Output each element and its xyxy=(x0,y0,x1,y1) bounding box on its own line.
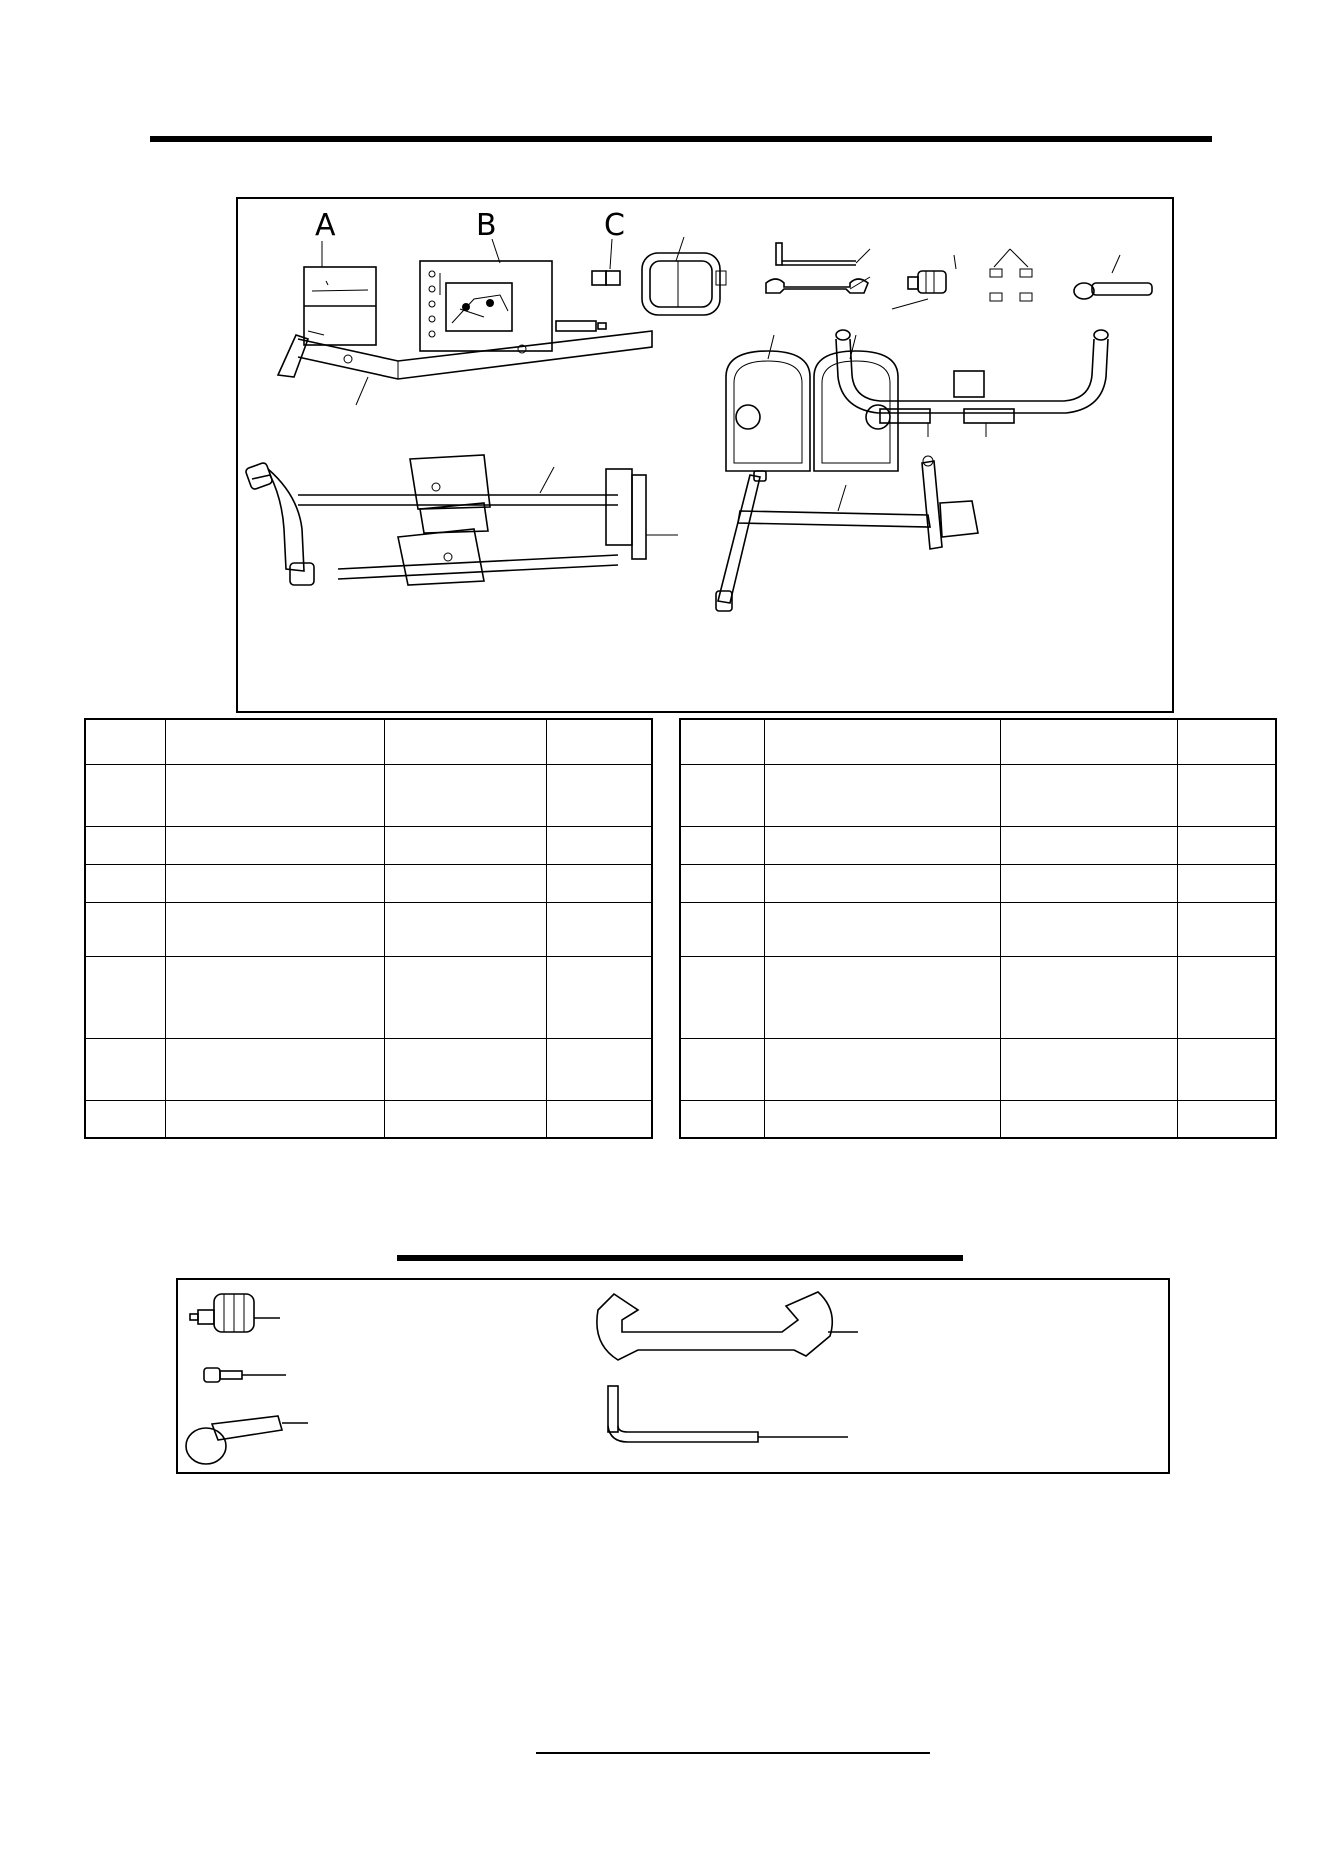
table-cell xyxy=(166,719,385,764)
table-cell xyxy=(680,719,765,764)
hardware-box xyxy=(176,1278,1170,1474)
console-icon xyxy=(420,239,552,351)
table-cell xyxy=(1001,956,1178,1038)
table-cell xyxy=(680,902,765,956)
table-cell xyxy=(1178,764,1276,826)
knob-icon xyxy=(908,255,956,293)
pin-icon xyxy=(1074,255,1152,299)
table-row xyxy=(680,1100,1276,1138)
table-row xyxy=(85,1100,652,1138)
table-cell xyxy=(1178,719,1276,764)
table-row xyxy=(680,956,1276,1038)
table-cell xyxy=(1001,1100,1178,1138)
hardware-drawing xyxy=(178,1280,1168,1472)
table-cell xyxy=(765,902,1001,956)
table-row xyxy=(85,764,652,826)
battery-icon xyxy=(592,239,620,285)
table-cell xyxy=(547,864,652,902)
table-row xyxy=(680,1038,1276,1100)
table-cell xyxy=(1178,864,1276,902)
table-cell xyxy=(1001,826,1178,864)
table-row xyxy=(85,719,652,764)
table-cell xyxy=(1178,826,1276,864)
table-cell xyxy=(547,826,652,864)
wrench-icon xyxy=(766,277,870,293)
label-a: A xyxy=(315,208,336,243)
table-cell xyxy=(385,902,547,956)
header-rule xyxy=(150,136,1212,142)
table-cell xyxy=(1178,1100,1276,1138)
table-row xyxy=(680,719,1276,764)
table-cell xyxy=(85,864,166,902)
table-cell xyxy=(1001,719,1178,764)
parts-drawing xyxy=(238,199,1172,711)
table-cell xyxy=(547,1100,652,1138)
table-cell xyxy=(85,1038,166,1100)
table-cell xyxy=(85,956,166,1038)
table-row xyxy=(680,902,1276,956)
table-row xyxy=(680,826,1276,864)
seat-cover-icon xyxy=(642,237,726,315)
table-cell xyxy=(166,902,385,956)
hardware-section-rule xyxy=(397,1255,963,1261)
table-cell xyxy=(765,1038,1001,1100)
front-stabilizer-icon xyxy=(716,456,978,611)
table-row xyxy=(85,864,652,902)
table-cell xyxy=(385,864,547,902)
table-row xyxy=(680,764,1276,826)
table-cell xyxy=(547,956,652,1038)
table-cell xyxy=(1178,902,1276,956)
table-cell xyxy=(166,956,385,1038)
table-cell xyxy=(680,764,765,826)
table-row xyxy=(85,826,652,864)
screw-icon xyxy=(204,1368,286,1382)
table-cell xyxy=(166,764,385,826)
table-cell xyxy=(166,826,385,864)
table-cell xyxy=(1001,864,1178,902)
main-frame-icon xyxy=(245,455,678,585)
table-cell xyxy=(765,1100,1001,1138)
footer-rule xyxy=(536,1752,930,1754)
parts-figure xyxy=(236,197,1174,713)
table-cell xyxy=(385,826,547,864)
table-cell xyxy=(166,1100,385,1138)
table-cell xyxy=(547,764,652,826)
table-cell xyxy=(765,719,1001,764)
table-cell xyxy=(1178,1038,1276,1100)
parts-table-left xyxy=(84,718,653,1139)
table-cell xyxy=(680,1038,765,1100)
table-cell xyxy=(1001,764,1178,826)
table-cell xyxy=(385,764,547,826)
handlebar-tube-icon xyxy=(278,321,652,405)
table-cell xyxy=(385,1038,547,1100)
label-b: B xyxy=(476,208,497,243)
table-cell xyxy=(166,1038,385,1100)
table-cell xyxy=(85,719,166,764)
table-cell xyxy=(1178,956,1276,1038)
handlebar-icon xyxy=(836,299,1108,437)
table-cell xyxy=(680,956,765,1038)
table-cell xyxy=(85,826,166,864)
table-cell xyxy=(765,764,1001,826)
table-cell xyxy=(85,764,166,826)
table-cell xyxy=(1001,1038,1178,1100)
screw-icon xyxy=(990,249,1032,301)
table-cell xyxy=(680,826,765,864)
pin-icon xyxy=(186,1416,308,1464)
allen-key-icon xyxy=(776,243,870,265)
table-cell xyxy=(166,864,385,902)
table-row xyxy=(85,1038,652,1100)
table-cell xyxy=(547,902,652,956)
table-cell xyxy=(765,956,1001,1038)
table-cell xyxy=(385,719,547,764)
table-cell xyxy=(385,1100,547,1138)
table-cell xyxy=(85,902,166,956)
table-cell xyxy=(85,1100,166,1138)
table-cell xyxy=(547,719,652,764)
table-row xyxy=(85,956,652,1038)
label-c: C xyxy=(604,208,625,243)
table-cell xyxy=(1001,902,1178,956)
knob-icon xyxy=(190,1294,280,1332)
table-cell xyxy=(547,1038,652,1100)
wrench-icon xyxy=(597,1292,858,1360)
table-row xyxy=(680,864,1276,902)
table-cell xyxy=(680,1100,765,1138)
parts-table-right xyxy=(679,718,1277,1139)
table-cell xyxy=(680,864,765,902)
manual-icon xyxy=(304,241,376,345)
allen-key-icon xyxy=(608,1386,848,1442)
table-cell xyxy=(765,826,1001,864)
table-row xyxy=(85,902,652,956)
pedal-icon xyxy=(726,335,898,471)
table-cell xyxy=(765,864,1001,902)
table-cell xyxy=(385,956,547,1038)
